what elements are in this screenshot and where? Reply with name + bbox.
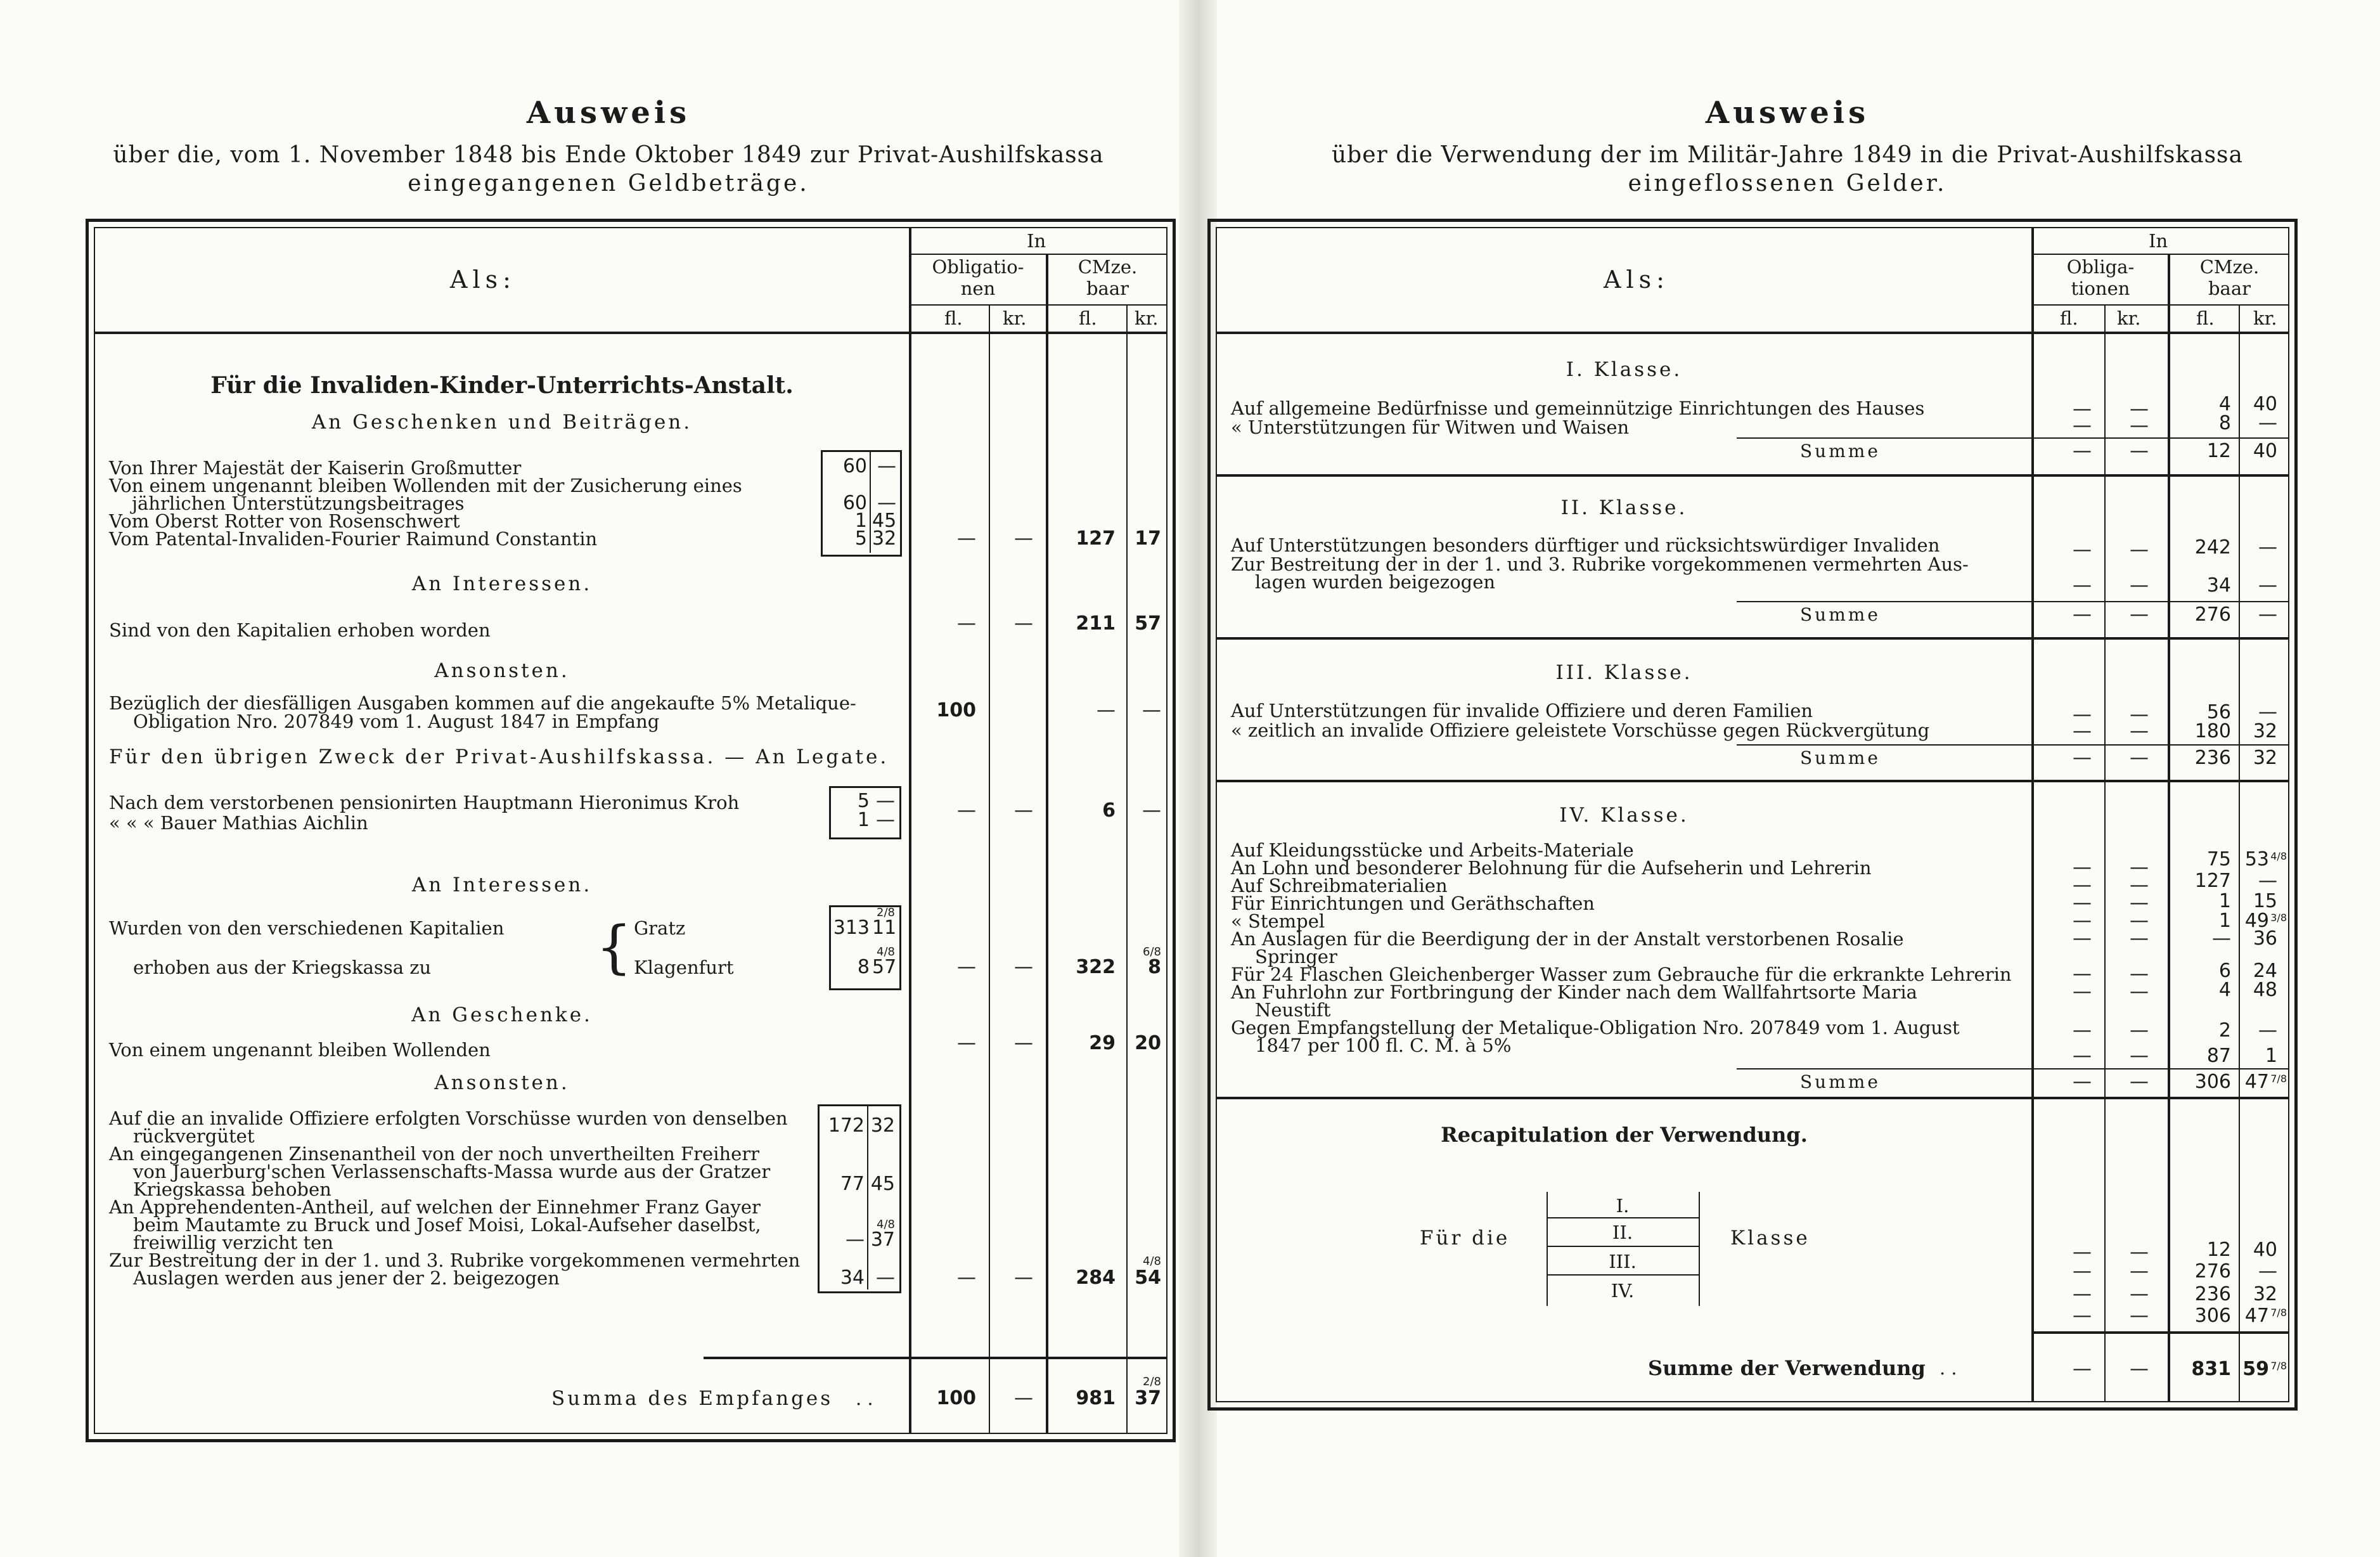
left-summa-frac: 2/8 xyxy=(1143,1375,1161,1388)
right-col-divider-ob-cm xyxy=(2168,254,2170,1401)
right-k3-r1-cmkr: — xyxy=(2258,701,2277,723)
left-interessen2-kr-2: 57 xyxy=(872,956,897,978)
right-k4-row-10: Neustift xyxy=(1255,999,1331,1021)
right-col-divider-main xyxy=(2031,228,2034,1401)
right-k4-r5-cmfl: 1 xyxy=(2218,910,2231,932)
left-legate-row-1: Nach dem verstorbenen pensionirten Hauptmann Hieronimus Kroh xyxy=(109,792,740,813)
right-k3-r1-obfl: — xyxy=(2073,704,2092,726)
right-k3-sum-cmkr: 32 xyxy=(2253,747,2277,769)
right-k2-r1-cmkr: — xyxy=(2258,536,2277,559)
right-k2-summe-line xyxy=(1737,601,2288,602)
left-table-inner xyxy=(94,227,1167,1434)
right-table-inner xyxy=(1216,227,2289,1402)
left-ansonsten2-fl-3: — xyxy=(846,1229,865,1251)
right-k1-r1-obfl: — xyxy=(2073,398,2092,420)
right-recap-r2-cmfl: 276 xyxy=(2194,1260,2231,1282)
left-geschenke2-ob-fl: — xyxy=(957,1032,976,1054)
left-summa-cm-kr: 37 xyxy=(1135,1387,1161,1409)
left-geschenk-fl-4: 1 xyxy=(854,510,867,532)
right-k4-r3-obfl: — xyxy=(2073,874,2092,896)
left-geschenk-fl-3: 60 xyxy=(842,492,867,514)
right-recap-class-2: II. xyxy=(1612,1222,1633,1243)
left-als-label: Als: xyxy=(450,266,516,294)
right-in-label: In xyxy=(2149,230,2168,252)
right-k4-sum-cmfl: 306 xyxy=(2194,1071,2231,1093)
right-recap-class-1: I. xyxy=(1616,1195,1630,1217)
left-geschenk-kr-1: — xyxy=(877,455,896,477)
right-k4-row-2: An Lohn und besonderer Belohnung für die Aufseherin und Lehrerin xyxy=(1231,857,1872,879)
right-k4-row-3: Auf Schreibmaterialien xyxy=(1231,875,1448,896)
left-geschenke-subbox-divider xyxy=(870,451,871,553)
right-klasse1-row-2: « Unterstützungen für Witwen und Waisen xyxy=(1231,417,1630,438)
left-ansonsten1-ob-fl: 100 xyxy=(936,699,976,721)
right-k4-r5-obfl: — xyxy=(2073,910,2092,932)
left-cm-fl-head: fl. xyxy=(1079,307,1097,329)
right-k2-r1-obkr: — xyxy=(2130,539,2149,561)
left-summa-cm-fl: 981 xyxy=(1076,1387,1116,1409)
left-interessen2-kr-1: 11 xyxy=(872,917,897,939)
right-k4-r6-obfl: — xyxy=(2073,927,2092,950)
left-summa-line xyxy=(704,1357,1166,1359)
left-geschenke-cm-fl: 127 xyxy=(1076,527,1116,550)
right-k3-r2-obkr: — xyxy=(2130,720,2149,742)
right-k2-sum-cmfl: 276 xyxy=(2194,604,2231,626)
right-recap-r1-obfl: — xyxy=(2073,1241,2092,1263)
left-sub-geschenke2: An Geschenke. xyxy=(411,1004,593,1026)
right-cm-kr-head: kr. xyxy=(2253,307,2277,329)
left-ansonsten2-kr-1: 32 xyxy=(870,1114,895,1137)
right-k1-sum-cmkr: 40 xyxy=(2253,440,2277,462)
right-ob-kr-head: kr. xyxy=(2117,307,2141,329)
right-k4-row-1: Auf Kleidungsstücke und Arbeits-Materiale xyxy=(1231,839,1634,861)
right-recap-rule-3 xyxy=(1547,1274,1699,1276)
right-k4-r8-obfl: — xyxy=(2073,963,2092,985)
right-k4-sum-cmkr: 47 xyxy=(2244,1071,2269,1093)
right-k2-bottom xyxy=(1217,637,2288,640)
right-k4-sum-frac: 7/8 xyxy=(2270,1073,2287,1085)
left-legate-kr-2: — xyxy=(876,809,895,831)
left-sub-ansonsten2: Ansonsten. xyxy=(434,1071,570,1094)
right-k2-r1-cmfl: 242 xyxy=(2194,536,2231,559)
right-k4-r6-obkr: — xyxy=(2130,927,2149,950)
right-k4-summe-label: Summe xyxy=(1800,1071,1881,1092)
right-subtitle-line2: eingeflossenen Gelder. xyxy=(1628,171,1947,197)
left-interessen1-cm-fl: 211 xyxy=(1076,612,1116,635)
left-interessen2-fl-2: 8 xyxy=(857,956,870,978)
left-ansonsten1-cm-kr: — xyxy=(1142,699,1161,721)
right-k3-r1-cmfl: 56 xyxy=(2206,701,2231,723)
right-header-bottom-line xyxy=(1217,332,2288,334)
right-k4-bottom xyxy=(1217,1097,2288,1099)
left-ansonsten2-ob-fl: — xyxy=(957,1267,976,1289)
left-ansonsten2-fl-1: 172 xyxy=(828,1114,865,1137)
right-recap-fuer-die: Für die xyxy=(1420,1227,1510,1250)
right-k2-sum-obkr: — xyxy=(2130,604,2149,626)
left-sub-ansonsten1: Ansonsten. xyxy=(434,659,570,682)
right-k4-r11-obfl: — xyxy=(2073,1019,2092,1042)
right-k4-sum-obkr: — xyxy=(2130,1071,2149,1093)
left-geschenke2-text: Von einem ungenannt bleiben Wollenden xyxy=(109,1039,491,1061)
left-col-divider-main xyxy=(909,228,911,1433)
left-geschenk-row-4: Vom Oberst Rotter von Rosenschwert xyxy=(109,510,460,532)
left-col-divider-ob-kr xyxy=(989,304,990,1433)
left-geschenk-kr-3: — xyxy=(877,492,896,514)
left-summa-ob-kr: — xyxy=(1014,1387,1033,1409)
right-k1-summe-label: Summe xyxy=(1800,441,1881,462)
right-k4-r3-cmkr: — xyxy=(2258,870,2277,892)
right-recap-total-dots: . . xyxy=(1939,1357,1957,1379)
left-interessen2-text2: erhoben aus der Kriegskassa zu xyxy=(133,957,432,978)
left-ansonsten2-cm-kr: 54 xyxy=(1135,1267,1161,1289)
left-interessen1-cm-kr: 57 xyxy=(1135,612,1161,635)
right-recap-klasse: Klasse xyxy=(1730,1227,1810,1250)
left-col-divider-ob-cm xyxy=(1046,254,1048,1433)
left-ansonsten2-fl-4: 34 xyxy=(840,1267,865,1289)
left-interessen2-cm-kr: 8 xyxy=(1148,956,1161,978)
left-interessen1-ob-kr: — xyxy=(1014,612,1033,635)
left-geschenke-ob-fl: — xyxy=(957,527,976,550)
right-recap-class-4: IV. xyxy=(1611,1280,1635,1302)
right-recap-rule-2 xyxy=(1547,1246,1699,1247)
right-k1-r2-obfl: — xyxy=(2073,415,2092,437)
right-k4-row-12: 1847 per 100 fl. C. M. à 5% xyxy=(1255,1035,1512,1056)
right-klasse3-title: III. Klasse. xyxy=(1555,661,1693,684)
right-k3-r2-cmfl: 180 xyxy=(2194,720,2231,742)
right-k4-r12-obfl: — xyxy=(2073,1045,2092,1067)
right-k2-r1-obfl: — xyxy=(2073,539,2092,561)
left-legate-cm-kr: — xyxy=(1142,799,1161,822)
right-recap-total-label: Summe der Verwendung xyxy=(1648,1356,1926,1380)
right-k1-r1-cmfl: 4 xyxy=(2218,393,2231,415)
right-recap-r4-obfl: — xyxy=(2073,1305,2092,1327)
left-ansonsten2-fl-2: 77 xyxy=(840,1173,865,1195)
left-subtitle-line2: eingegangenen Geldbeträge. xyxy=(408,171,809,197)
right-k4-r6-cmfl: — xyxy=(2212,927,2231,950)
left-ansonsten2-line-10: Auslagen werden aus jener der 2. beigezogen xyxy=(133,1267,560,1289)
right-k4-r4-obfl: — xyxy=(2073,892,2092,914)
right-k1-sum-obkr: — xyxy=(2130,440,2149,462)
left-ansonsten2-subbox-divider xyxy=(867,1106,868,1289)
right-k4-r9-cmfl: 4 xyxy=(2218,979,2231,1001)
left-ansonsten2-line-6: An Apprehendenten-Antheil, auf welchen der Einnehmer Franz Gayer xyxy=(109,1196,761,1218)
left-ob-kr-head: kr. xyxy=(1003,307,1027,329)
left-geschenke-cm-kr: 17 xyxy=(1135,527,1161,550)
right-recap-total-obfl: — xyxy=(2073,1358,2092,1380)
right-k4-sum-obfl: — xyxy=(2073,1071,2092,1093)
left-col-divider-cm-kr xyxy=(1126,304,1128,1433)
left-geschenke2-cm-kr: 20 xyxy=(1135,1032,1161,1054)
left-geschenk-row-3: jährlichen Unterstützungsbeitrages xyxy=(132,493,465,514)
right-k3-summe-line xyxy=(1737,744,2288,746)
right-k3-sum-obkr: — xyxy=(2130,747,2149,769)
right-k4-r5-obkr: — xyxy=(2130,910,2149,932)
left-ansonsten2-line-2: rückvergütet xyxy=(133,1125,255,1147)
left-legate-fl-2: 1 xyxy=(857,809,870,831)
left-title: Ausweis xyxy=(526,95,691,131)
left-geschenke-ob-kr: — xyxy=(1014,527,1033,550)
right-recap-r3-obfl: — xyxy=(2073,1283,2092,1305)
right-klasse4-title: IV. Klasse. xyxy=(1559,804,1689,827)
right-klasse3-row-2: « zeitlich an invalide Offiziere geleistete Vorschüsse gegen Rückvergütung xyxy=(1231,720,1930,741)
right-k4-r2-obkr: — xyxy=(2130,856,2149,879)
right-recap-total-obkr: — xyxy=(2130,1358,2149,1380)
right-table xyxy=(1207,219,2298,1411)
right-k1-r2-obkr: — xyxy=(2130,415,2149,437)
right-recap-r2-obkr: — xyxy=(2130,1260,2149,1282)
left-ansonsten2-line-7: beim Mautamte zu Bruck und Josef Moisi, Lokal-Aufseher daselbst, xyxy=(133,1214,761,1236)
left-legate-ob-fl: — xyxy=(957,799,976,822)
right-recap-r4-cmkr: 47 xyxy=(2244,1305,2269,1327)
left-header-in-line xyxy=(909,254,1166,255)
right-recap-r2-cmkr: — xyxy=(2258,1260,2277,1282)
right-k4-r11-cmfl: 2 xyxy=(2218,1019,2231,1042)
right-k4-r12-cmkr: 1 xyxy=(2265,1045,2277,1067)
left-geschenke2-cm-fl: 29 xyxy=(1089,1032,1116,1054)
right-recap-total-cmkr: 59 xyxy=(2242,1358,2269,1380)
left-ansonsten2-line-5: Kriegskassa behoben xyxy=(133,1179,331,1200)
right-recap-total-frac: 7/8 xyxy=(2270,1360,2287,1372)
right-k4-r3-obkr: — xyxy=(2130,874,2149,896)
right-k4-row-11: Gegen Empfangstellung der Metalique-Obligation Nro. 207849 vom 1. August xyxy=(1231,1017,1960,1038)
right-k2-sum-obfl: — xyxy=(2073,604,2092,626)
right-klasse2-title: II. Klasse. xyxy=(1560,496,1688,519)
left-geschenk-fl-5: 5 xyxy=(854,527,867,550)
right-header xyxy=(1274,95,2301,197)
left-interessen2-fl-1: 313 xyxy=(833,917,870,939)
left-interessen2-ob-fl: — xyxy=(957,956,976,978)
right-k4-r9-cmkr: 48 xyxy=(2253,979,2277,1001)
right-k1-r2-cmkr: — xyxy=(2258,412,2277,434)
right-k4-r11-cmkr: — xyxy=(2258,1019,2277,1042)
right-k4-r11-obkr: — xyxy=(2130,1019,2149,1042)
right-k4-r5-cmkr: 49 xyxy=(2244,910,2269,932)
left-subtitle-line1: über die, vom 1. November 1848 bis Ende Oktober 1849 zur Privat-Aushilfskassa xyxy=(113,142,1104,168)
left-ansonsten2-kr-2: 45 xyxy=(870,1173,895,1195)
right-k4-r9-obkr: — xyxy=(2130,981,2149,1003)
right-page xyxy=(1198,0,2380,1557)
right-recap-total-line xyxy=(2031,1331,2288,1334)
right-k4-r3-cmfl: 127 xyxy=(2194,870,2231,892)
left-table xyxy=(86,219,1176,1442)
left-header-bottom-line xyxy=(95,332,1166,334)
left-interessen2-frac: 6/8 xyxy=(1143,945,1161,959)
left-summa-label: Summa des Empfanges xyxy=(551,1387,833,1410)
right-k4-r8-cmfl: 6 xyxy=(2218,960,2231,982)
left-interessen2-frac-1: 2/8 xyxy=(877,906,895,919)
right-recap-total-cmfl: 831 xyxy=(2191,1358,2231,1380)
left-ansonsten2-ob-kr: — xyxy=(1014,1267,1033,1289)
right-k2-r3-cmfl: 34 xyxy=(2206,574,2231,597)
right-k4-r6-cmkr: 36 xyxy=(2253,927,2277,950)
right-k4-r2-obfl: — xyxy=(2073,856,2092,879)
right-k4-r2-frac: 4/8 xyxy=(2270,850,2287,862)
right-k4-summe-line xyxy=(1737,1068,2288,1069)
right-k3-sum-obfl: — xyxy=(2073,747,2092,769)
right-k3-r2-cmkr: 32 xyxy=(2253,720,2277,742)
left-sub-geschenken: An Geschenken und Beiträgen. xyxy=(311,411,693,434)
right-col-divider-ob-kr xyxy=(2104,304,2106,1401)
left-ansonsten1-line2: Obligation Nro. 207849 vom 1. August 1847 in Empfang xyxy=(133,711,660,732)
left-legate-heading: Für den übrigen Zweck der Privat-Aushilfskassa. — An Legate. xyxy=(109,746,889,768)
right-k4-row-7: Springer xyxy=(1255,946,1337,967)
left-ansonsten2-frac-3: 4/8 xyxy=(877,1218,895,1231)
right-recap-right-rule xyxy=(1699,1192,1700,1306)
left-interessen2-ob-kr: — xyxy=(1014,956,1033,978)
left-geschenk-kr-5: 32 xyxy=(872,527,897,550)
right-title: Ausweis xyxy=(1705,95,1870,131)
left-interessen2-cm-fl: 322 xyxy=(1076,956,1116,978)
left-geschenk-row-2: Von einem ungenannt bleiben Wollenden mit der Zusicherung eines xyxy=(109,475,742,496)
right-k4-r4-obkr: — xyxy=(2130,892,2149,914)
left-ansonsten2-line-1: Auf die an invalide Offiziere erfolgten Vorschüsse wurden von denselben xyxy=(109,1108,788,1129)
right-k1-r1-cmkr: 40 xyxy=(2253,393,2277,415)
right-recap-r1-cmkr: 40 xyxy=(2253,1239,2277,1261)
right-recap-title: Recapitulation der Verwendung. xyxy=(1441,1123,1808,1147)
right-recap-r4-cmfl: 306 xyxy=(2194,1305,2231,1327)
right-recap-r1-cmfl: 12 xyxy=(2206,1239,2231,1261)
right-recap-r2-obfl: — xyxy=(2073,1260,2092,1282)
left-sub-interessen2: An Interessen. xyxy=(411,874,593,896)
left-legate-row-2: « « « Bauer Mathias Aichlin xyxy=(109,812,368,834)
left-interessen2-brace: { xyxy=(596,914,633,981)
right-k2-r3-obfl: — xyxy=(2073,574,2092,597)
left-interessen1-text: Sind von den Kapitalien erhoben worden xyxy=(109,619,491,641)
right-klasse2-row-2: Zur Bestreitung der in der 1. und 3. Rubrike vorgekommenen vermehrten Aus- xyxy=(1231,553,1969,575)
right-k1-r1-obkr: — xyxy=(2130,398,2149,420)
right-recap-class-3: III. xyxy=(1609,1251,1637,1272)
right-recap-r1-obkr: — xyxy=(2130,1241,2149,1263)
left-geschenk-kr-4: 45 xyxy=(872,510,897,532)
left-interessen2-place-2: Klagenfurt xyxy=(634,957,734,978)
right-recap-r4-frac: 7/8 xyxy=(2270,1307,2287,1319)
left-col-oblig: Obligatio- nen xyxy=(932,256,1024,299)
right-k4-row-8: Für 24 Flaschen Gleichenberger Wasser zum Gebrauche für die erkrankte Lehrerin xyxy=(1231,964,2012,985)
right-header-flkr-line xyxy=(2031,304,2288,306)
right-k3-summe-label: Summe xyxy=(1800,747,1881,768)
right-k4-row-4: Für Einrichtungen und Geräthschaften xyxy=(1231,893,1595,914)
right-recap-r3-obkr: — xyxy=(2130,1283,2149,1305)
right-k4-row-5: « Stempel xyxy=(1231,910,1325,932)
right-klasse2-row-3: lagen wurden beigezogen xyxy=(1255,571,1496,593)
right-k2-sum-cmkr: — xyxy=(2258,604,2277,626)
left-legate-ob-kr: — xyxy=(1014,799,1033,822)
left-ansonsten2-line-8: freiwillig verzicht ten xyxy=(133,1232,333,1253)
left-ansonsten1-line1: Bezüglich der diesfälligen Ausgaben kommen auf die angekaufte 5% Metalique- xyxy=(109,692,856,714)
right-header-in-line xyxy=(2031,254,2288,255)
left-ansonsten2-kr-3: 37 xyxy=(870,1229,895,1251)
right-k3-bottom xyxy=(1217,780,2288,782)
left-interessen1-ob-fl: — xyxy=(957,612,976,635)
right-k3-r1-obkr: — xyxy=(2130,704,2149,726)
left-section-title: Für die Invaliden-Kinder-Unterrichts-Anstalt. xyxy=(210,372,794,399)
right-k1-bottom xyxy=(1217,474,2288,477)
left-legate-cm-fl: 6 xyxy=(1102,799,1116,822)
right-k4-r4-cmkr: 15 xyxy=(2253,890,2277,912)
right-k2-r3-obkr: — xyxy=(2130,574,2149,597)
left-interessen2-text1: Wurden von den verschiedenen Kapitalien xyxy=(109,917,505,939)
left-ansonsten2-line-3: An eingegangenen Zinsenantheil von der noch unvertheilten Freiherr xyxy=(109,1143,760,1165)
right-cm-fl-head: fl. xyxy=(2196,307,2215,329)
left-summa-dots: . . xyxy=(856,1388,873,1409)
right-k2-r3-cmkr: — xyxy=(2258,574,2277,597)
right-k1-sum-obfl: — xyxy=(2073,440,2092,462)
right-subtitle-line1: über die Verwendung der im Militär-Jahre 1849 in die Privat-Aushilfskassa xyxy=(1332,142,2243,168)
right-k4-r9-obfl: — xyxy=(2073,981,2092,1003)
left-geschenk-row-1: Von Ihrer Majestät der Kaiserin Großmutter xyxy=(109,457,522,479)
right-klasse3-row-1: Auf Unterstützungen für invalide Offiziere und deren Familien xyxy=(1231,700,1813,721)
left-interessen2-frac-2: 4/8 xyxy=(877,945,895,959)
left-ansonsten2-kr-4: — xyxy=(876,1267,895,1289)
left-ansonsten2-line-4: von Jauerburg'schen Verlassenschafts-Massa wurde aus der Gratzer xyxy=(133,1161,771,1182)
right-k1-r2-cmfl: 8 xyxy=(2218,412,2231,434)
left-geschenk-fl-1: 60 xyxy=(842,455,867,477)
right-k4-r4-cmfl: 1 xyxy=(2218,890,2231,912)
left-header xyxy=(89,95,1128,197)
left-ob-fl-head: fl. xyxy=(944,307,963,329)
left-geschenk-row-5: Vom Patental-Invaliden-Fourier Raimund Constantin xyxy=(109,528,598,550)
left-interessen2-place-1: Gratz xyxy=(634,917,686,939)
left-sub-interessen1: An Interessen. xyxy=(411,572,593,595)
right-k4-r8-cmkr: 24 xyxy=(2253,960,2277,982)
right-col-oblig: Obliga- tionen xyxy=(2066,256,2135,299)
right-k1-sum-cmfl: 12 xyxy=(2206,440,2231,462)
right-k3-sum-cmfl: 236 xyxy=(2194,747,2231,769)
right-recap-rule-1 xyxy=(1547,1217,1699,1218)
left-legate-fl-1: 5 xyxy=(857,790,870,812)
left-summa-ob-fl: 100 xyxy=(936,1387,976,1409)
left-ansonsten2-frac: 4/8 xyxy=(1143,1255,1161,1268)
left-ansonsten2-cm-fl: 284 xyxy=(1076,1267,1116,1289)
right-ob-fl-head: fl. xyxy=(2060,307,2078,329)
right-col-cmze: CMze. baar xyxy=(2199,256,2260,299)
right-recap-r4-obkr: — xyxy=(2130,1305,2149,1327)
left-legate-kr-1: — xyxy=(876,790,895,812)
left-header-flkr-line xyxy=(909,304,1166,306)
right-k4-r12-obkr: — xyxy=(2130,1045,2149,1067)
left-geschenke2-ob-kr: — xyxy=(1014,1032,1033,1054)
right-recap-r3-cmkr: 32 xyxy=(2253,1283,2277,1305)
right-klasse2-row-1: Auf Unterstützungen besonders dürftiger und rücksichtswürdiger Invaliden xyxy=(1231,534,1940,556)
left-ansonsten2-line-9: Zur Bestreitung der in der 1. und 3. Rubrike vorgekommenen vermehrten xyxy=(109,1250,801,1271)
right-k4-r5-frac: 3/8 xyxy=(2270,912,2287,924)
right-als-label: Als: xyxy=(1604,266,1669,294)
right-klasse1-title: I. Klasse. xyxy=(1566,358,1683,381)
right-k4-r12-cmfl: 87 xyxy=(2206,1045,2231,1067)
left-cm-kr-head: kr. xyxy=(1135,307,1159,329)
right-k4-r8-obkr: — xyxy=(2130,963,2149,985)
right-k4-row-9: An Fuhrlohn zur Fortbringung der Kinder nach dem Wallfahrtsorte Maria xyxy=(1231,981,1917,1003)
left-ansonsten1-cm-fl: — xyxy=(1097,699,1116,721)
right-k4-r2-cmkr: 53 xyxy=(2244,848,2269,870)
right-k3-r2-obfl: — xyxy=(2073,720,2092,742)
right-klasse1-row-1: Auf allgemeine Bedürfnisse und gemeinnützige Einrichtungen des Hauses xyxy=(1231,397,1925,419)
right-k1-summe-line xyxy=(1737,437,2288,439)
left-in-label: In xyxy=(1027,230,1046,252)
left-col-cmze: CMze. baar xyxy=(1077,256,1138,299)
right-k4-row-6: An Auslagen für die Beerdigung der in der Anstalt verstorbenen Rosalie xyxy=(1231,928,1904,950)
right-k4-r2-cmfl: 75 xyxy=(2206,848,2231,870)
right-k2-summe-label: Summe xyxy=(1800,604,1881,625)
right-recap-r3-cmfl: 236 xyxy=(2194,1283,2231,1305)
